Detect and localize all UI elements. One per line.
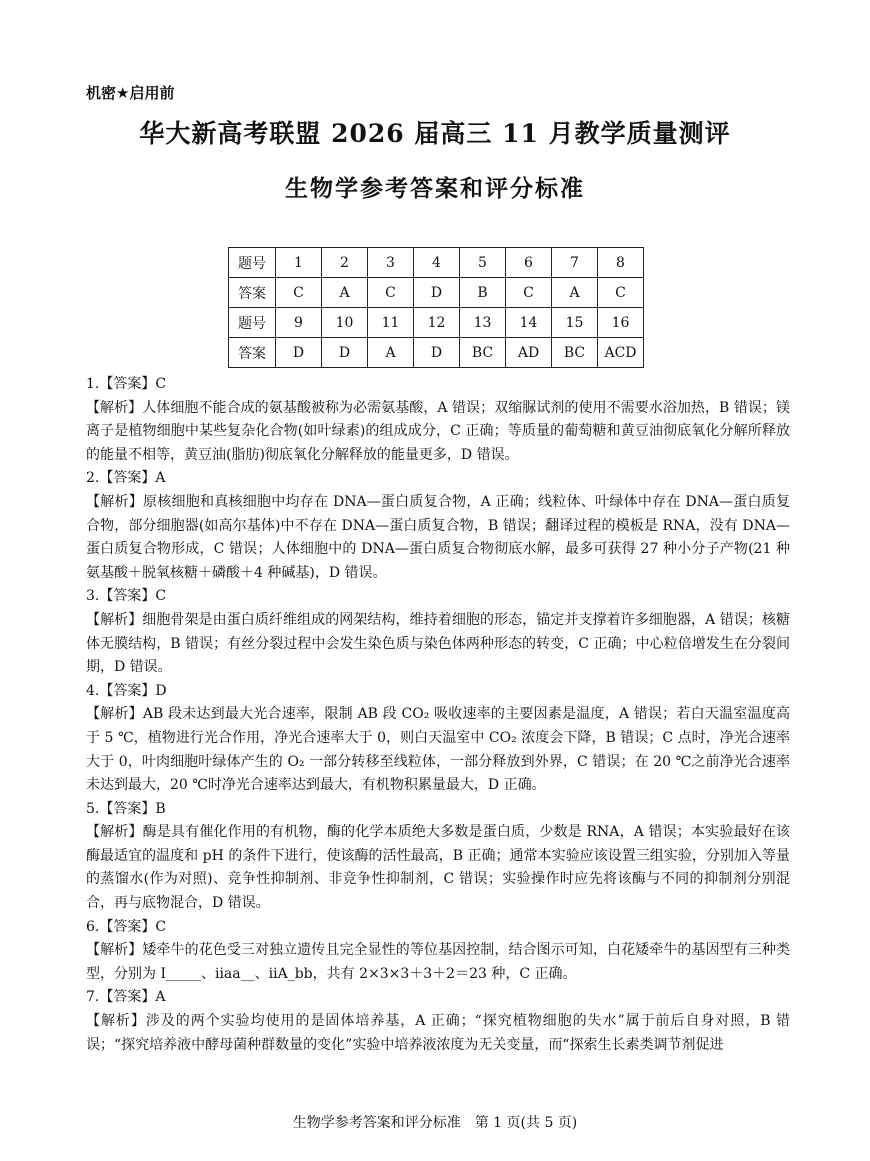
table-cell: 14: [506, 308, 552, 338]
table-cell: A: [552, 278, 598, 308]
table-cell: C: [368, 278, 414, 308]
answer-table: [228, 247, 644, 368]
question-answer: 2.【答案】A: [86, 470, 166, 487]
table-cell: D: [414, 278, 460, 308]
question-block: [86, 585, 790, 679]
question-answer: 3.【答案】C: [86, 588, 167, 605]
table-cell: 12: [414, 308, 460, 338]
question-explanation: 【解析】涉及的两个实验均使用的是固体培养基，A 正确；“探究植物细胞的失水”属于前后自身对照，B 错误；“探究培养液中酵母菌种群数量的变化”实验中培养液浓度为无关变量，而“探索生长素类调节剂促进: [86, 1013, 790, 1053]
table-cell: BC: [552, 338, 598, 368]
question-explanation: 【解析】矮牵牛的花色受三对独立遗传且完全显性的等位基因控制，结合图示可知，白花矮牵牛的基因型有三种类型，分别为 I_____、iiaa__、iiA_bb，共有 2×3×3＋3＋2＝23 种，C 正确。: [86, 942, 790, 982]
table-cell: AD: [506, 338, 552, 368]
row-header: 答案: [229, 338, 276, 368]
table-cell: 10: [322, 308, 368, 338]
table-cell: 16: [598, 308, 644, 338]
question-answer: 4.【答案】D: [86, 682, 167, 699]
table-cell: 4: [414, 248, 460, 278]
table-row: [229, 338, 644, 368]
table-cell: 5: [460, 248, 506, 278]
question-block: [86, 798, 790, 916]
answer-explanations: [86, 373, 790, 1057]
question-answer: 1.【答案】C: [86, 376, 167, 392]
table-row: [229, 308, 644, 338]
table-cell: 13: [460, 308, 506, 338]
table-cell: 7: [552, 248, 598, 278]
table-row: [229, 278, 644, 308]
page-title: 华大新高考联盟 2026 届高三 11 月教学质量测评: [139, 119, 731, 148]
confidential-label: 机密★启用前: [86, 84, 175, 102]
table-row: [229, 248, 644, 278]
table-cell: 3: [368, 248, 414, 278]
question-answer: 6.【答案】C: [86, 918, 167, 935]
table-cell: 15: [552, 308, 598, 338]
question-block: [86, 680, 790, 798]
row-header: 题号: [229, 248, 276, 278]
table-cell: A: [368, 338, 414, 368]
page-footer: 生物学参考答案和评分标准 第 1 页(共 5 页): [292, 1115, 578, 1131]
table-cell: D: [276, 338, 322, 368]
question-explanation: 【解析】人体细胞不能合成的氨基酸被称为必需氨基酸，A 错误；双缩脲试剂的使用不需要水浴加热，B 错误；镁离子是植物细胞中某些复杂化合物(如叶绿素)的组成成分，C 正确；等质量的葡萄糖和黄豆油彻底氧化分解所释放的能量不相等，黄豆油(脂肪)彻底氧化分解释放的能量更多，D 错误。: [86, 399, 790, 463]
question-answer: 5.【答案】B: [86, 800, 166, 817]
question-explanation: 【解析】AB 段未达到最大光合速率，限制 AB 段 CO₂ 吸收速率的主要因素是温度，A 错误；若白天温室温度高于 5 ℃，植物进行光合作用，净光合速率大于 0，则白天温室中 CO₂ 浓度会下降，B 错误；C 点时，净光合速率大于 0，叶肉细胞叶绿体产生的 O₂ 一部分转移至线粒体，一部分释放到外界，C 错误；在 20 ℃之前净光合速率未达到最大，20 ℃时净光合速率达到最大，有机物积累量最大，D 正确。: [86, 706, 790, 794]
table-cell: 9: [276, 308, 322, 338]
question-block: [86, 986, 790, 1057]
question-explanation: 【解析】原核细胞和真核细胞中均存在 DNA—蛋白质复合物，A 正确；线粒体、叶绿体中存在 DNA—蛋白质复合物，部分细胞器(如高尔基体)中不存在 DNA—蛋白质复合物，B 错误；翻译过程的模板是 RNA，没有 DNA—蛋白质复合物形成，C 错误；人体细胞中的 DNA—蛋白质复合物彻底水解，最多可获得 27 种小分子产物(21 种氨基酸＋脱氧核糖＋磷酸＋4 种碱基)，D 错误。: [86, 493, 790, 581]
table-cell: ACD: [598, 338, 644, 368]
question-block: [86, 916, 790, 987]
table-cell: C: [276, 278, 322, 308]
row-header: 答案: [229, 278, 276, 308]
table-cell: C: [506, 278, 552, 308]
table-cell: 6: [506, 248, 552, 278]
question-answer: 7.【答案】A: [86, 989, 166, 1006]
question-explanation: 【解析】酶是具有催化作用的有机物，酶的化学本质绝大多数是蛋白质，少数是 RNA，A 错误；本实验最好在该酶最适宜的温度和 pH 的条件下进行，使该酶的活性最高，B 正确；通常本实验应该设置三组实验，分别加入等量的蒸馏水(作为对照)、竞争性抑制剂、非竞争性抑制剂，C 错误；实验操作时应先将该酶与不同的抑制剂分别混合，再与底物混合，D 错误。: [86, 824, 790, 912]
table-cell: 1: [276, 248, 322, 278]
table-cell: BC: [460, 338, 506, 368]
table-cell: D: [414, 338, 460, 368]
question-block: [86, 373, 790, 467]
table-cell: 2: [322, 248, 368, 278]
page-subtitle: 生物学参考答案和评分标准: [285, 176, 585, 202]
question-explanation: 【解析】细胞骨架是由蛋白质纤维组成的网架结构，维持着细胞的形态，锚定并支撑着许多细胞器，A 错误；核糖体无膜结构，B 错误；有丝分裂过程中会发生染色质与染色体两种形态的转变，C 正确；中心粒倍增发生在分裂间期，D 错误。: [86, 611, 790, 676]
table-cell: B: [460, 278, 506, 308]
question-block: [86, 467, 790, 585]
table-cell: 8: [598, 248, 644, 278]
table-cell: C: [598, 278, 644, 308]
table-cell: 11: [368, 308, 414, 338]
table-cell: D: [322, 338, 368, 368]
table-cell: A: [322, 278, 368, 308]
row-header: 题号: [229, 308, 276, 338]
